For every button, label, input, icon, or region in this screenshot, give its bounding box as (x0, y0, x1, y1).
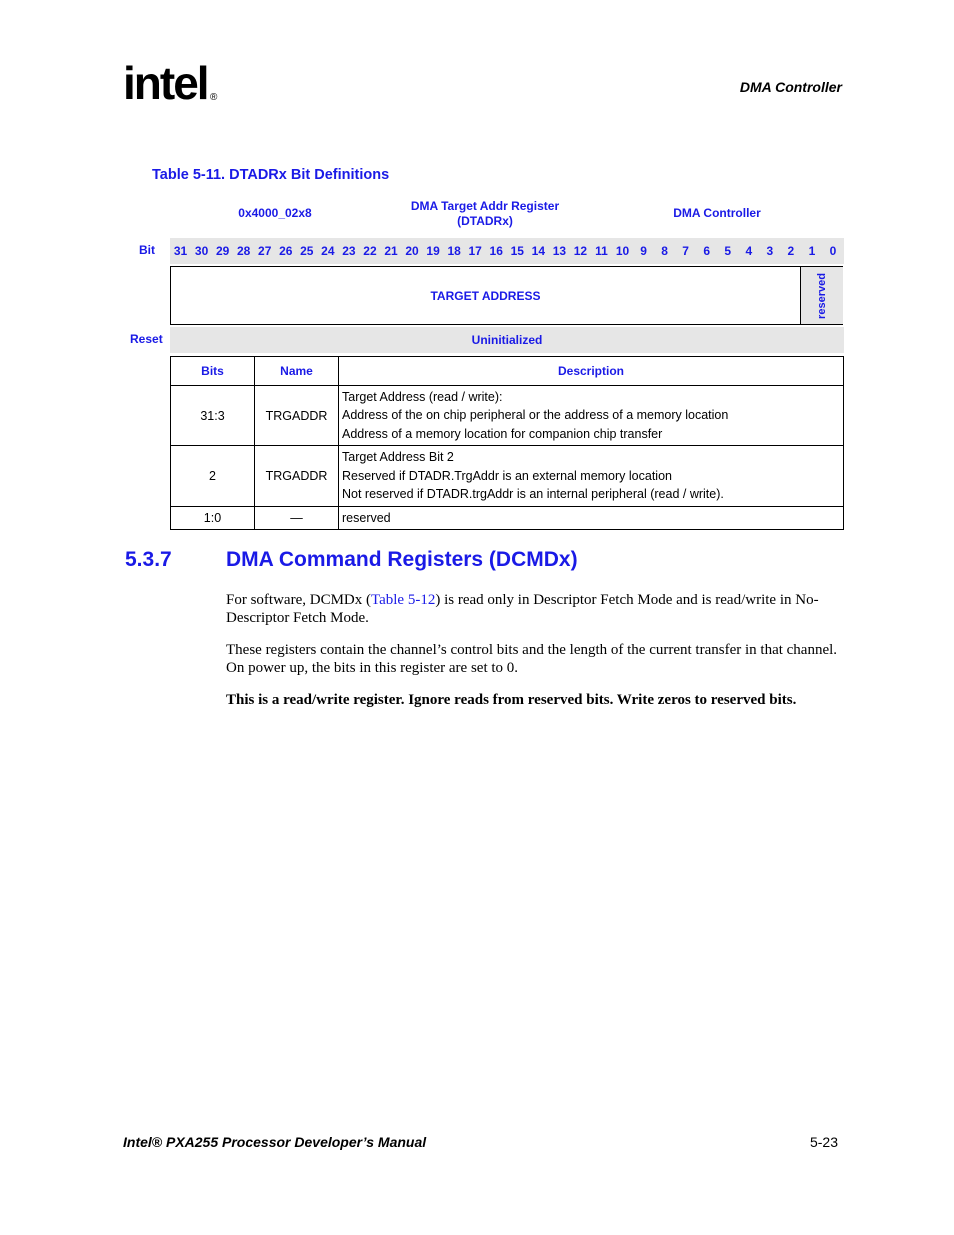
register-name (385, 199, 585, 229)
bit-number: 7 (682, 244, 689, 258)
bit-number: 23 (342, 244, 356, 258)
bit-number: 4 (745, 244, 753, 258)
bit-number: 14 (531, 244, 545, 258)
bit-number: 18 (447, 244, 461, 258)
bit-number-row (170, 238, 844, 264)
desc-line: Not reserved if DTADR.trgAddr is an internal peripheral (read / write). (342, 487, 724, 502)
bit-number: 8 (661, 244, 668, 258)
bit-number: 29 (215, 244, 230, 258)
table-title: Table 5-11. DTADRx Bit Definitions (152, 167, 390, 183)
bit-number: 22 (363, 244, 377, 258)
table-header-row (171, 357, 844, 386)
bit-number: 28 (236, 244, 251, 258)
desc-line: Target Address (read / write): (342, 389, 503, 404)
register-name-line2: (DTADRx) (457, 214, 513, 228)
bit-number: 9 (640, 244, 647, 258)
desc-line: Reserved if DTADR.TrgAddr is an external memory location (342, 468, 672, 483)
table-row (171, 386, 844, 446)
bit-number: 5 (724, 244, 732, 258)
bit-number: 27 (258, 244, 272, 258)
bit-number: 10 (615, 244, 630, 258)
bit-number: 21 (384, 244, 398, 258)
table-row (171, 507, 844, 530)
bit-number: 24 (321, 244, 335, 258)
bit-number: 25 (300, 244, 314, 258)
header-name: Name (255, 357, 339, 386)
row-description (339, 386, 844, 446)
desc-line: Target Address Bit 2 (342, 450, 454, 465)
bit-number: 6 (703, 244, 711, 258)
bit-number: 2 (787, 244, 795, 258)
paragraph-3: This is a read/write register. Ignore reads from reserved bits. Write zeros to reserved bits. (226, 692, 797, 708)
register-address: 0x4000_02x8 (238, 206, 312, 220)
bit-number: 12 (573, 244, 588, 258)
bit-number: 16 (489, 244, 503, 258)
field-target-address: TARGET ADDRESS (171, 267, 801, 324)
register-unit: DMA Controller (673, 206, 761, 220)
register-fields (170, 266, 843, 325)
desc-line: Address of the on chip peripheral or the address of a memory location (342, 408, 729, 423)
bit-number: 11 (595, 244, 608, 258)
table-5-12-link[interactable]: Table 5-12 (370, 592, 436, 608)
row-bits: 1:0 (171, 507, 255, 530)
row-description (339, 446, 844, 507)
section-title: DMA Command Registers (DCMDx) (226, 548, 578, 571)
bit-number: 1 (808, 244, 816, 258)
intel-logo (123, 58, 223, 118)
field-reserved (801, 267, 843, 324)
row-name: TRGADDR (255, 446, 339, 507)
para1-text-a: For software, DCMDx ( (226, 592, 371, 608)
bit-number: 15 (510, 244, 524, 258)
running-header: DMA Controller (739, 79, 842, 95)
bit-number: 0 (829, 244, 837, 258)
row-bits: 31:3 (171, 386, 255, 446)
table-row (171, 446, 844, 507)
section-number: 5.3.7 (125, 548, 172, 571)
para1-text-b: ) is read only in Descriptor Fetch Mode and is read/write in No-Descriptor Fetch Mode. (226, 592, 819, 626)
desc-line: reserved (342, 510, 391, 525)
row-description (339, 507, 844, 530)
reset-value: Uninitialized (170, 327, 844, 353)
logo-wordmark: intel (123, 57, 208, 109)
field-reserved-label: reserved (816, 272, 828, 319)
row-name: — (255, 507, 339, 530)
footer-manual-title: Intel® PXA255 Processor Developer’s Manual (123, 1134, 427, 1150)
header-description: Description (339, 357, 844, 386)
bit-number: 20 (405, 244, 419, 258)
bit-row-label: Bit (139, 243, 155, 257)
row-bits: 2 (171, 446, 255, 507)
register-name-line1: DMA Target Addr Register (410, 199, 560, 213)
desc-line: Address of a memory location for companion chip transfer (342, 426, 663, 441)
bit-number: 17 (468, 244, 482, 258)
header-bits: Bits (171, 357, 255, 386)
reset-row-label: Reset (130, 332, 163, 346)
row-name: TRGADDR (255, 386, 339, 446)
bit-definitions-table (170, 356, 844, 530)
bit-number: 26 (279, 244, 293, 258)
bit-number: 31 (173, 244, 188, 258)
bit-number: 3 (766, 244, 774, 258)
bit-number: 19 (426, 244, 440, 258)
paragraph-1 (226, 591, 846, 627)
registered-mark: ® (210, 92, 218, 103)
footer-page-number: 5-23 (809, 1134, 838, 1150)
paragraph-2: These registers contain the channel’s control bits and the length of the current transfer in that channel. On power up, the bits in this register are set to 0. (226, 642, 838, 676)
bit-number: 13 (552, 244, 567, 258)
bit-number: 30 (194, 244, 209, 258)
